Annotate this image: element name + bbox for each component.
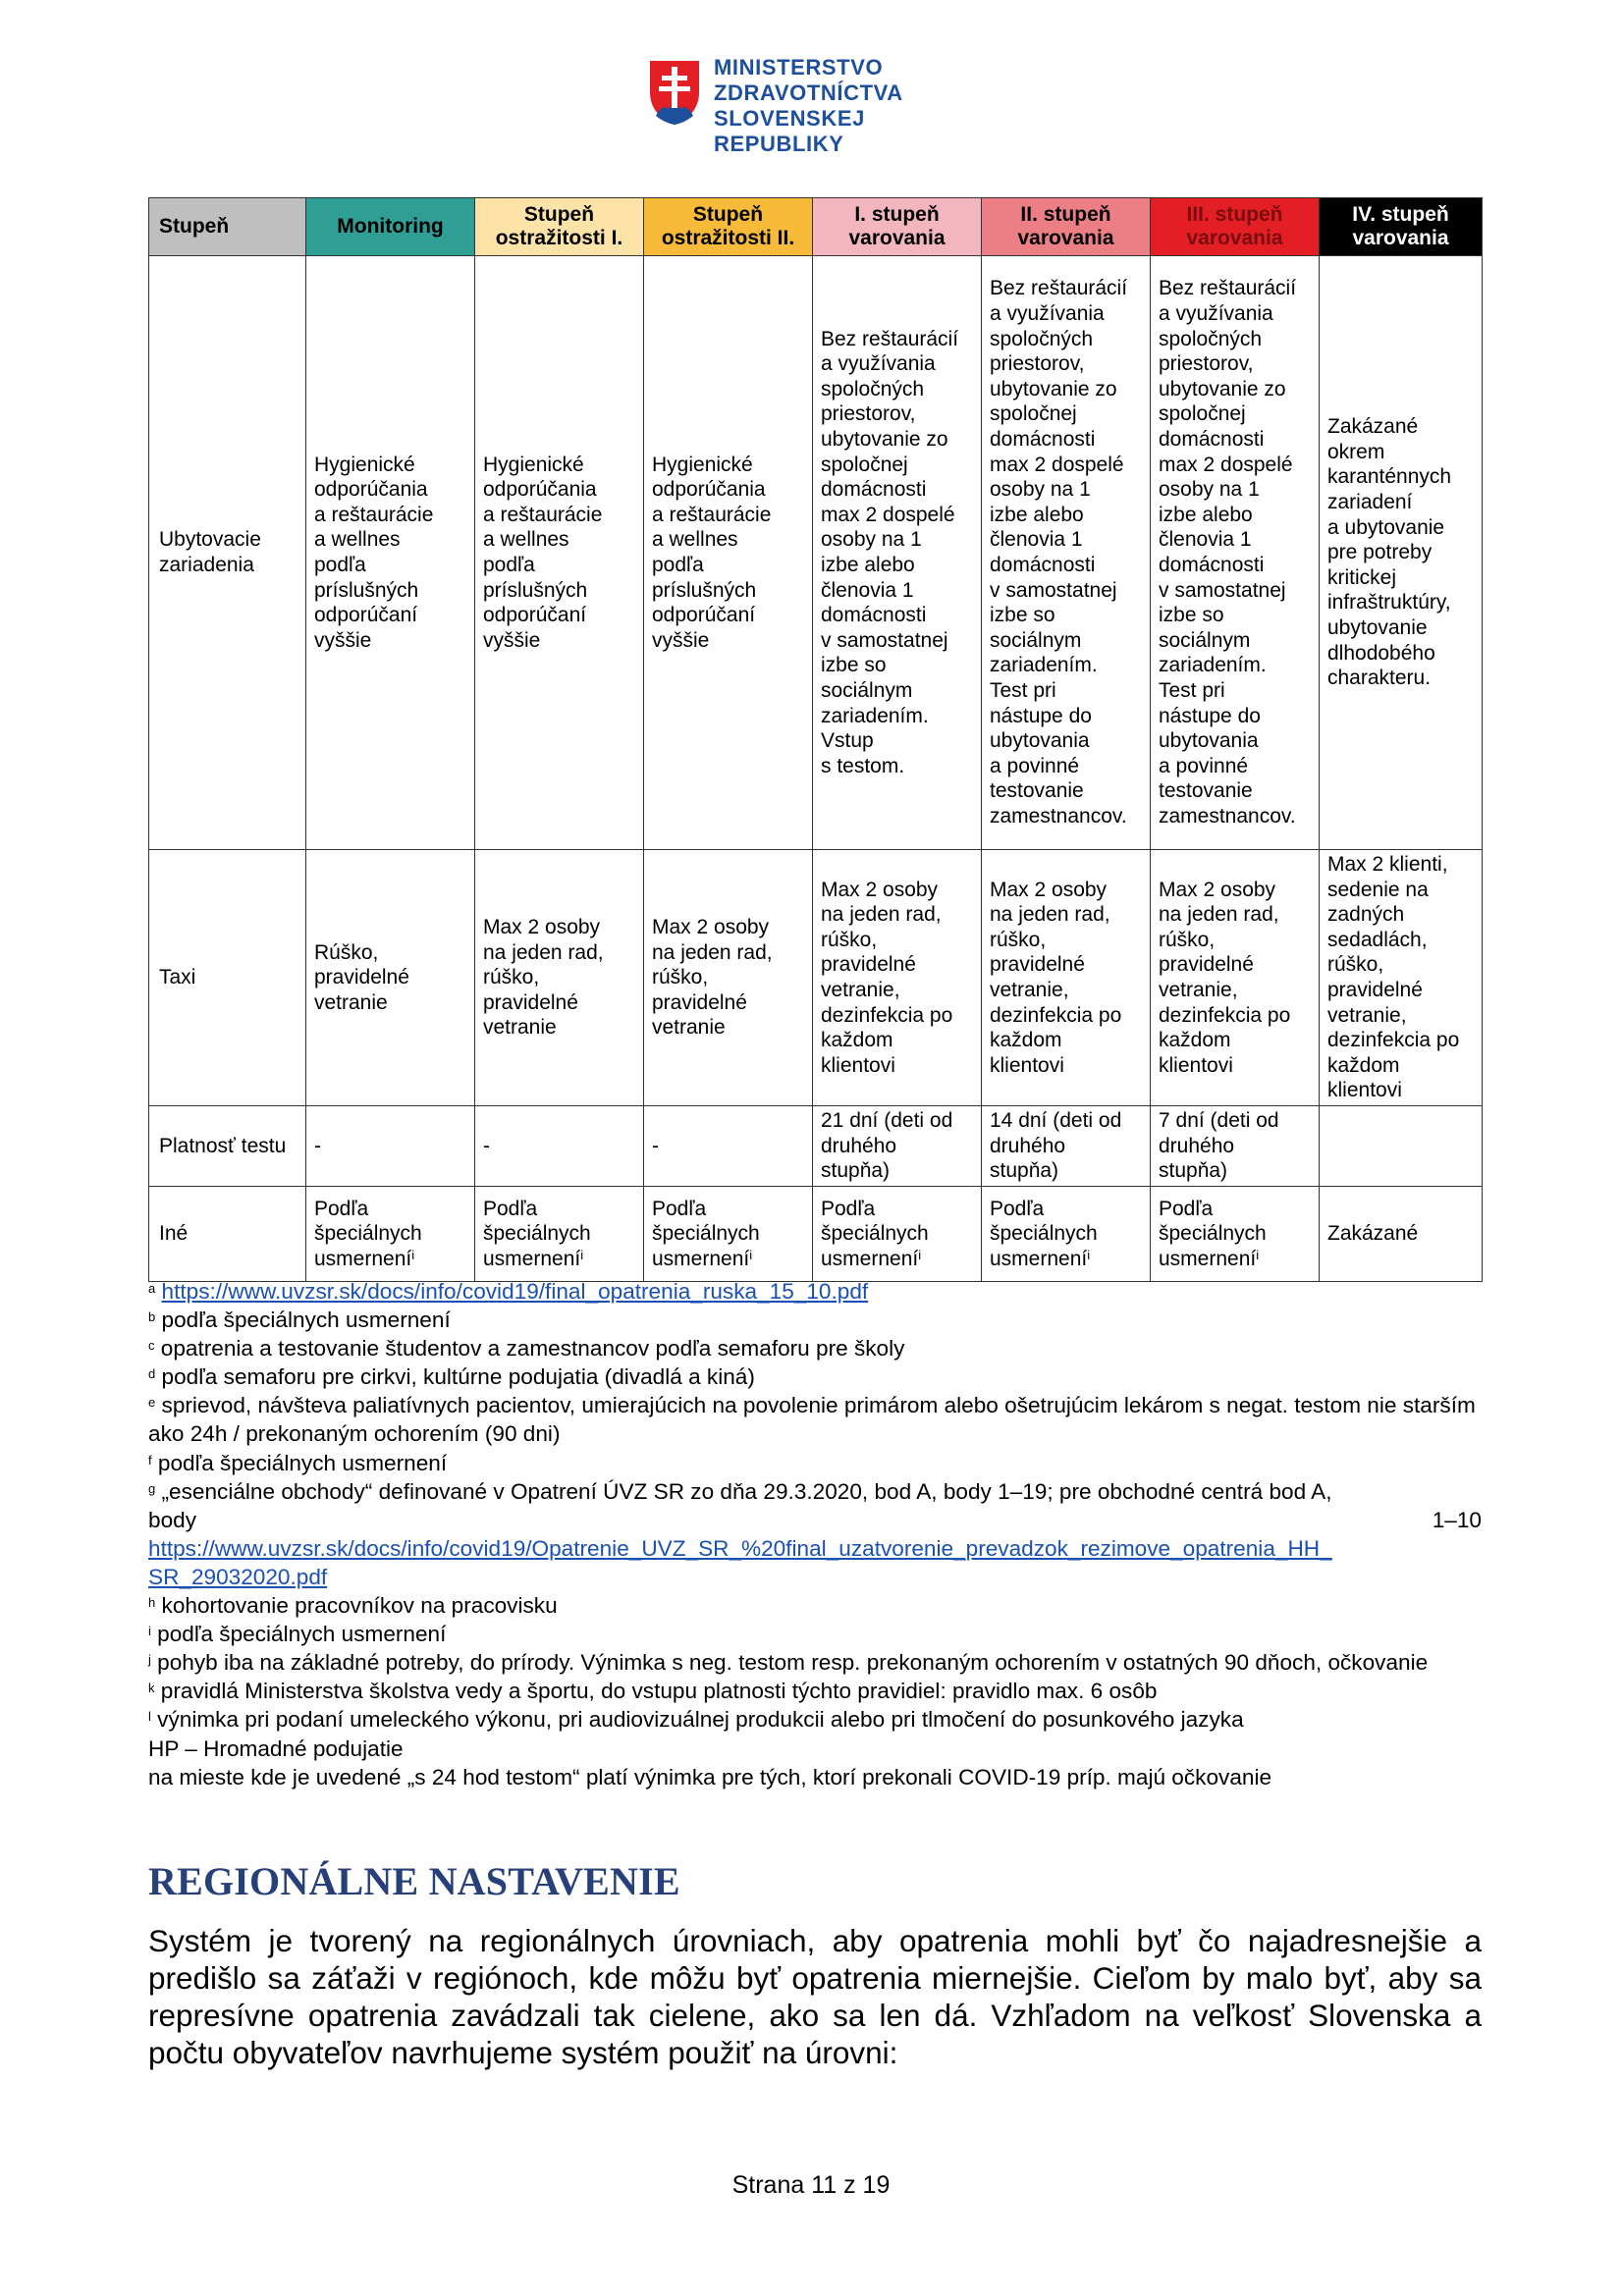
footnote-b: $^b$ podľa špeciálnych usmernení: [148, 1308, 451, 1333]
table-cell: Podľa špeciálnych usmernení$^i$: [1151, 1186, 1320, 1281]
footnote-e: $^e$ sprievod, návšteva paliatívnych pacientov, umierajúcich na povolenie primárom alebo ošetrujúcim lekárom s negat. testom nie starším ako 24h / prekonaným ochorením (90 dni): [148, 1393, 1476, 1447]
table-cell: Podľa špeciálnych usmernení$^i$: [982, 1186, 1151, 1281]
footnote-l: $^l$ výnimka pri podaní umeleckého výkonu, pri audiovizuálnej produkcii alebo pri tlmočení do posunkového jazyka: [148, 1707, 1244, 1733]
row-ubytovacie-zariadenia: [149, 256, 1483, 850]
footnote-d: $^d$ podľa semaforu pre cirkvi, kultúrne podujatia (divadlá a kiná): [148, 1364, 755, 1390]
table-cell: Max 2 osoby na jeden rad, rúško, pravidelné vetranie, dezinfekcia po každom klientovi: [1151, 850, 1320, 1106]
table-cell: -: [475, 1105, 644, 1186]
table-cell: -: [306, 1105, 475, 1186]
footnote-g-line2: body 1–10: [148, 1507, 1482, 1532]
table-cell: Bez reštaurácií a využívania spoločných priestorov, ubytovanie zo spoločnej domácnosti max 2 dospelé osoby na 1 izbe alebo členovia 1 domácnosti v samostatnej izbe so sociálnym zariadením. Test pri nástupe do ubytovania a povinné testovanie zamestnancov.: [1151, 256, 1320, 850]
table-cell: Max 2 klienti, sedenie na zadných sedadlách, rúško, pravidelné vetranie, dezinfekcia po každom klientovi: [1320, 850, 1483, 1106]
logo-line-2: ZDRAVOTNÍCTVA: [714, 80, 903, 105]
ministry-logo: [648, 55, 992, 156]
row-ine: [149, 1186, 1483, 1281]
footnote-last: na mieste kde je uvedené „s 24 hod testom“ platí výnimka pre tých, ktorí prekonali COVID-19 príp. majú očkovanie: [148, 1764, 1272, 1789]
logo-text: [714, 55, 992, 157]
table-cell: Max 2 osoby na jeden rad, rúško, pravidelné vetranie, dezinfekcia po každom klientovi: [982, 850, 1151, 1106]
header-varovanie-2: II. stupeň varovania: [982, 198, 1151, 256]
table-cell: Hygienické odporúčania a reštaurácie a wellnes podľa príslušných odporúčaní vyššie: [306, 256, 475, 850]
table-cell: [1320, 1105, 1483, 1186]
row-taxi: [149, 850, 1483, 1106]
table-cell: Bez reštaurácií a využívania spoločných priestorov, ubytovanie zo spoločnej domácnosti max 2 dospelé osoby na 1 izbe alebo členovia 1 domácnosti v samostatnej izbe so sociálnym zariadením. Vstup s testom.: [813, 256, 982, 850]
header-monitoring: Monitoring: [306, 198, 475, 256]
table-cell: 21 dní (deti od druhého stupňa): [813, 1105, 982, 1186]
slovak-coat-of-arms-icon: [648, 59, 701, 126]
table-cell: Podľa špeciálnych usmernení$^i$: [475, 1186, 644, 1281]
footnote-c: $^c$ opatrenia a testovanie študentov a zamestnancov podľa semaforu pre školy: [148, 1336, 905, 1362]
table-cell: -: [644, 1105, 813, 1186]
row-platnost-testu: [149, 1105, 1483, 1186]
table-cell: Bez reštaurácií a využívania spoločných priestorov, ubytovanie zo spoločnej domácnosti max 2 dospelé osoby na 1 izbe alebo členovia 1 domácnosti v samostatnej izbe so sociálnym zariadením. Test pri nástupe do ubytovania a povinné testovanie zamestnancov.: [982, 256, 1151, 850]
header-ostrazitost-1: Stupeň ostražitosti I.: [475, 198, 644, 256]
logo-line-1: MINISTERSTVO: [714, 55, 884, 80]
table-cell: Max 2 osoby na jeden rad, rúško, pravidelné vetranie, dezinfekcia po každom klientovi: [813, 850, 982, 1106]
table-cell: Hygienické odporúčania a reštaurácie a wellnes podľa príslušných odporúčaní vyššie: [644, 256, 813, 850]
table-cell: Podľa špeciálnych usmernení$^i$: [306, 1186, 475, 1281]
table-cell: Zakázané okrem karanténnych zariadení a ubytovanie pre potreby kritickej infraštruktúry, ubytovanie dlhodobého charakteru.: [1320, 256, 1483, 850]
row-label: Iné: [149, 1186, 306, 1281]
header-varovanie-4: IV. stupeň varovania: [1320, 198, 1483, 256]
footnote-f: $^f$ podľa špeciálnych usmernení: [148, 1450, 448, 1475]
table-cell: Max 2 osoby na jeden rad, rúško, pravidelné vetranie: [644, 850, 813, 1106]
measures-table: [148, 197, 1483, 1282]
row-label: Platnosť testu: [149, 1105, 306, 1186]
footnote-g: $^g$ „esenciálne obchody“ definované v Opatrení ÚVZ SR zo dňa 29.3.2020, bod A, body 1–19; pre obchodné centrá bod A,: [148, 1478, 1332, 1504]
table-cell: Rúško, pravidelné vetranie: [306, 850, 475, 1106]
footnote-h: $^h$ kohortovanie pracovníkov na pracovisku: [148, 1593, 558, 1619]
footnote-i: $^i$ podľa špeciálnych usmernení: [148, 1622, 447, 1647]
footnote-a-link[interactable]: https://www.uvzsr.sk/docs/info/covid19/final_opatrenia_ruska_15_10.pdf: [161, 1279, 869, 1304]
table-cell: Podľa špeciálnych usmernení$^i$: [813, 1186, 982, 1281]
header-stupen: Stupeň: [149, 198, 306, 256]
table-cell: Max 2 osoby na jeden rad, rúško, pravidelné vetranie: [475, 850, 644, 1106]
table-cell: 14 dní (deti od druhého stupňa): [982, 1105, 1151, 1186]
table-cell: 7 dní (deti od druhého stupňa): [1151, 1105, 1320, 1186]
footnote-k: $^k$ pravidlá Ministerstva školstva vedy a športu, do vstupu platnosti týchto pravidiel: pravidlo max. 6 osôb: [148, 1679, 1158, 1704]
header-varovanie-3: III. stupeň varovania: [1151, 198, 1320, 256]
row-label: Ubytovacie zariadenia: [149, 256, 306, 850]
footnotes: [148, 1277, 1482, 1791]
header-varovanie-1: I. stupeň varovania: [813, 198, 982, 256]
table-cell: Podľa špeciálnych usmernení$^i$: [644, 1186, 813, 1281]
footnote-hp: HP – Hromadné podujatie: [148, 1735, 404, 1761]
section-title: REGIONÁLNE NASTAVENIE: [148, 1859, 680, 1903]
table-header-row: [149, 198, 1483, 256]
header-ostrazitost-2: Stupeň ostražitosti II.: [644, 198, 813, 256]
table-cell: Hygienické odporúčania a reštaurácie a wellnes podľa príslušných odporúčaní vyššie: [475, 256, 644, 850]
footnote-g-link[interactable]: https://www.uvzsr.sk/docs/info/covid19/Opatrenie_UVZ_SR_%20final_uzatvorenie_prevadzok_rezimove_opatrenia_HH_ SR_29032020.pdf: [148, 1535, 1332, 1589]
row-label: Taxi: [149, 850, 306, 1106]
table-cell: Zakázané: [1320, 1186, 1483, 1281]
footnote-j: $^j$ pohyb iba na základné potreby, do prírody. Výnimka s neg. testom resp. prekonaným ochorením v ostatných 90 dňoch, očkovanie: [148, 1650, 1429, 1676]
page-number: Strana 11 z 19: [731, 2171, 891, 2199]
logo-line-3: SLOVENSKEJ REPUBLIKY: [714, 106, 865, 156]
footnote-a: $^a$ https://www.uvzsr.sk/docs/info/covid19/final_opatrenia_ruska_15_10.pdf: [148, 1279, 869, 1304]
section-body: Systém je tvorený na regionálnych úrovniach, aby opatrenia mohli byť čo najadresnejšie a predišlo sa záťaži v regiónoch, kde môžu byť opatrenia miernejšie. Cieľom by malo byť, aby sa represívne opatrenia zavádzali tak cielene, ako sa len dá. Vzhľadom na veľkosť Slovenska a počtu obyvateľov navrhujeme systém použiť na úrovni:: [148, 1923, 1482, 2070]
